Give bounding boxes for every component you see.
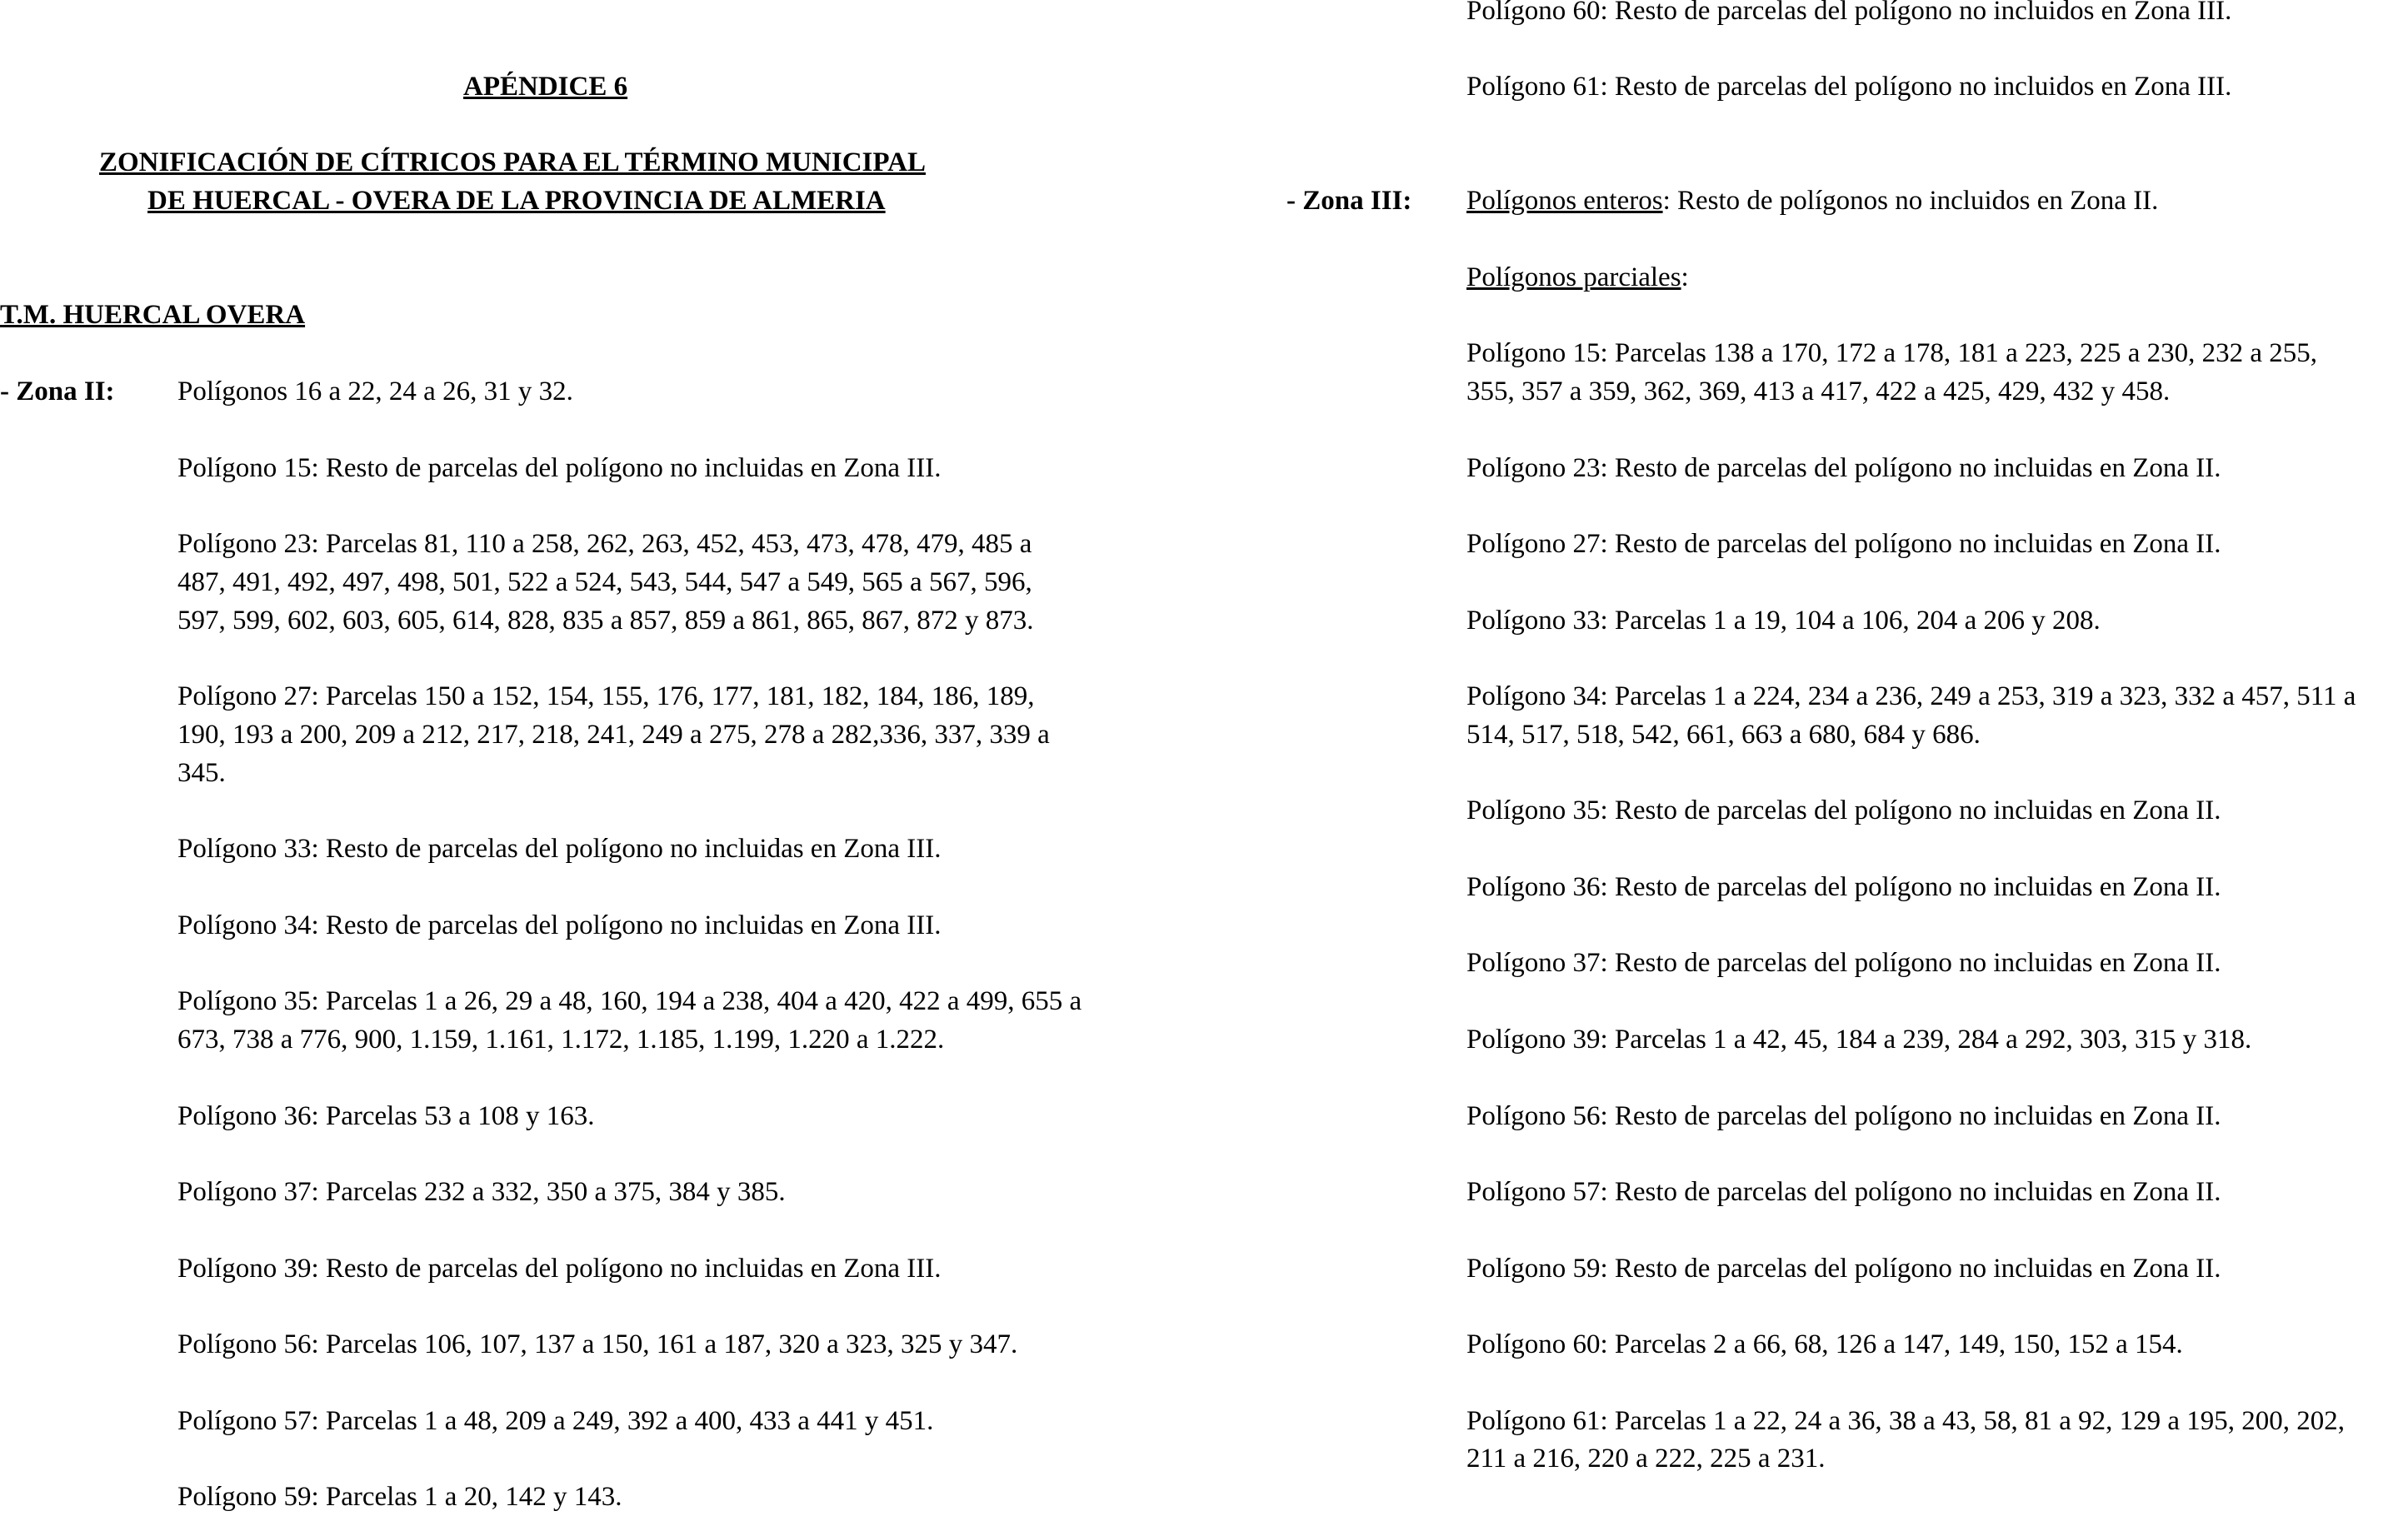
zone2-entry: 345. (177, 758, 226, 788)
zone3-entry: Polígono 37: Resto de parcelas del polígono no incluidas en Zona II. (1466, 948, 2221, 978)
zone3-entry: Polígono 23: Resto de parcelas del polígono no incluidas en Zona II. (1466, 453, 2221, 483)
enteros-line (1466, 182, 2158, 220)
zone2-entry: Polígonos 16 a 22, 24 a 26, 31 y 32. (177, 377, 573, 406)
parciales-colon: : (1681, 262, 1689, 292)
main-title-line-1: ZONIFICACIÓN DE CÍTRICOS PARA EL TÉRMINO MUNICIPAL (99, 147, 926, 177)
zone2-entry: Polígono 37: Parcelas 232 a 332, 350 a 375, 384 y 385. (177, 1177, 786, 1207)
section-heading: T.M. HUERCAL OVERA (0, 300, 306, 330)
zone2-entry: 597, 599, 602, 603, 605, 614, 828, 835 a 857, 859 a 861, 865, 867, 872 y 873. (177, 606, 1034, 636)
zone2-entry: Polígono 36: Parcelas 53 a 108 y 163. (177, 1101, 595, 1131)
left-column (0, 0, 1183, 1512)
zone2-cont-entry: Polígono 60: Resto de parcelas del polígono no incluidos en Zona III. (1466, 0, 2232, 26)
zone3-entry: Polígono 27: Resto de parcelas del polígono no incluidas en Zona II. (1466, 529, 2221, 559)
zone2-entry: Polígono 33: Resto de parcelas del polígono no incluidas en Zona III. (177, 834, 942, 864)
zone3-entry: 211 a 216, 220 a 222, 225 a 231. (1466, 1444, 1826, 1474)
zone2-entry: 673, 738 a 776, 900, 1.159, 1.161, 1.172, 1.185, 1.199, 1.220 a 1.222. (177, 1025, 945, 1055)
zone3-entry: Polígono 35: Resto de parcelas del polígono no incluidas en Zona II. (1466, 795, 2221, 825)
zone2-entry: Polígono 23: Parcelas 81, 110 a 258, 262, 263, 452, 453, 473, 478, 479, 485 a (177, 529, 1032, 559)
zone3-entry: Polígono 61: Parcelas 1 a 22, 24 a 36, 38 a 43, 58, 81 a 92, 129 a 195, 200, 202, (1466, 1406, 2346, 1436)
zone2-entry: Polígono 34: Resto de parcelas del polígono no incluidas en Zona III. (177, 910, 942, 940)
zone3-entry: Polígono 36: Resto de parcelas del polígono no incluidas en Zona II. (1466, 872, 2221, 902)
appendix-title: APÉNDICE 6 (463, 72, 628, 102)
parciales-label: Polígonos parciales (1466, 262, 1681, 292)
enteros-label: Polígonos enteros (1466, 186, 1663, 216)
zone2-entry: Polígono 35: Parcelas 1 a 26, 29 a 48, 160, 194 a 238, 404 a 420, 422 a 499, 655 a (177, 986, 1082, 1016)
zone3-entry: Polígono 60: Parcelas 2 a 66, 68, 126 a 147, 149, 150, 152 a 154. (1466, 1329, 2183, 1359)
zone3-entry: 355, 357 a 359, 362, 369, 413 a 417, 422 a 425, 429, 432 y 458. (1466, 377, 2171, 406)
zone3-entry: 514, 517, 518, 542, 661, 663 a 680, 684 y 686. (1466, 720, 1981, 750)
main-title-line-2: DE HUERCAL - OVERA DE LA PROVINCIA DE ALMERIA (147, 186, 886, 216)
zone2-entry: 487, 491, 492, 497, 498, 501, 522 a 524, 543, 544, 547 a 549, 565 a 567, 596, (177, 567, 1032, 597)
zone2-entry: Polígono 59: Parcelas 1 a 20, 142 y 143. (177, 1482, 622, 1512)
zone-3-label: - Zona III: (1286, 186, 1412, 216)
zone2-entry: Polígono 15: Resto de parcelas del polígono no incluidas en Zona III. (177, 453, 942, 483)
zone2-entry: Polígono 57: Parcelas 1 a 48, 209 a 249, 392 a 400, 433 a 441 y 451. (177, 1406, 934, 1436)
parciales-line (1466, 258, 1689, 297)
zone3-entry: Polígono 33: Parcelas 1 a 19, 104 a 106, 204 a 206 y 208. (1466, 606, 2101, 636)
zone3-entry: Polígono 15: Parcelas 138 a 170, 172 a 178, 181 a 223, 225 a 230, 232 a 255, (1466, 338, 2318, 368)
zone2-cont-entry: Polígono 61: Resto de parcelas del polígono no incluidos en Zona III. (1466, 72, 2232, 102)
zone2-entry: Polígono 27: Parcelas 150 a 152, 154, 155, 176, 177, 181, 182, 184, 186, 189, (177, 681, 1035, 711)
zone3-entry: Polígono 34: Parcelas 1 a 224, 234 a 236, 249 a 253, 319 a 323, 332 a 457, 511 a (1466, 681, 2356, 711)
zone3-entry: Polígono 57: Resto de parcelas del polígono no incluidas en Zona II. (1466, 1177, 2221, 1207)
zone-2-label: - Zona II: (0, 377, 115, 406)
zone3-entry: Polígono 59: Resto de parcelas del polígono no incluidas en Zona II. (1466, 1254, 2221, 1284)
zone3-entry: Polígono 56: Resto de parcelas del polígono no incluidas en Zona II. (1466, 1101, 2221, 1131)
enteros-text: : Resto de polígonos no incluidos en Zona II. (1662, 186, 2159, 216)
zone2-entry: Polígono 39: Resto de parcelas del polígono no incluidas en Zona III. (177, 1254, 942, 1284)
zone2-entry: Polígono 56: Parcelas 106, 107, 137 a 150, 161 a 187, 320 a 323, 325 y 347. (177, 1329, 1018, 1359)
zone2-entry: 190, 193 a 200, 209 a 212, 217, 218, 241, 249 a 275, 278 a 282,336, 337, 339 a (177, 720, 1050, 750)
right-column (1266, 0, 2408, 1508)
zone3-entry: Polígono 39: Parcelas 1 a 42, 45, 184 a 239, 284 a 292, 303, 315 y 318. (1466, 1025, 2252, 1055)
